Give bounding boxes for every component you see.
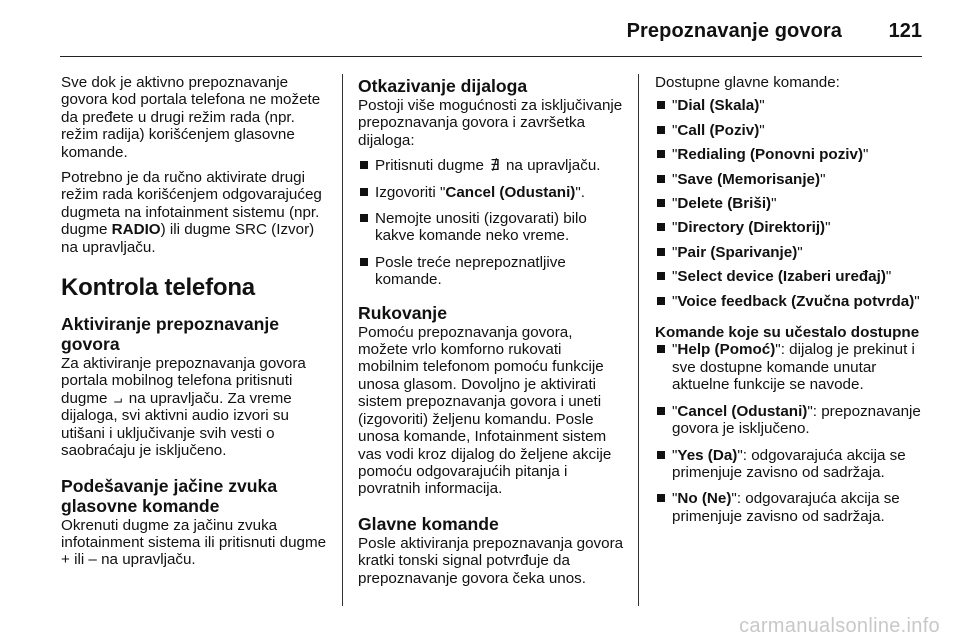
command-description: : odgovarajuća akcija se primenjuje zavisno od sadržaja.	[672, 446, 906, 481]
activate-paragraph	[61, 355, 333, 459]
command-label: Cancel (Odustani)	[445, 183, 576, 201]
commands-intro: Dostupne glavne komande:	[655, 74, 840, 91]
list-item: Posle treće neprepoznatljive komande.	[358, 254, 626, 289]
list-item	[358, 157, 626, 174]
text-segment: na upravljaču.	[501, 157, 601, 175]
command-item: "Save (Memorisanje)"	[655, 171, 927, 188]
text-segment: ) ili dugme SRC (Izvor) na upravljaču.	[61, 221, 315, 256]
text-segment: ".	[575, 183, 585, 201]
frequent-commands-list	[655, 341, 927, 525]
command-label: Cancel (Odustani)	[677, 402, 808, 420]
subsection-title-cancel: Otkazivanje dijaloga	[358, 76, 528, 96]
column-middle	[358, 76, 626, 595]
command-description: : dijalog je prekinut i sve dostupne komande unutar aktuelne funkcije se navode.	[672, 341, 915, 394]
command-label: Select device (Izaberi uređaj)	[677, 268, 886, 286]
frequent-command-item: "Cancel (Odustani)": prepoznavanje govora je isključeno.	[655, 403, 927, 438]
command-description: : odgovarajuća akcija se primenjuje zavisno od sadržaja.	[672, 490, 900, 525]
voice-button-icon: ⨼	[113, 389, 123, 407]
command-label: Save (Memorisanje)	[677, 170, 821, 188]
end-call-button-icon: ∄	[490, 157, 500, 175]
subsection-title-volume: Podešavanje jačine zvuka glasovne komande	[61, 475, 278, 516]
command-label: Directory (Direktorij)	[677, 219, 826, 237]
frequent-command-item: "Yes (Da)": odgovarajuća akcija se primenjuje zavisno od sadržaja.	[655, 447, 927, 482]
cancel-options-list	[358, 157, 626, 288]
volume-paragraph: Okrenuti dugme za jačinu zvuka infotainment sistema ili pritisnuti dugme + ili – na upravljaču.	[61, 516, 327, 569]
frequent-commands-title: Komande koje su učestalo dostupne	[655, 324, 920, 342]
watermark: carmanualsonline.info	[739, 615, 940, 637]
command-item: "Dial (Skala)"	[655, 97, 927, 114]
main-commands-list	[655, 97, 927, 310]
command-label: Delete (Briši)	[677, 195, 772, 213]
section-title-phone-control: Kontrola telefona	[61, 274, 255, 302]
command-label: Redialing (Ponovni poziv)	[677, 146, 864, 164]
command-item: "Call (Poziv)"	[655, 122, 927, 139]
main-commands-paragraph: Posle aktiviranja prepoznavanja govora kratki tonski signal potvrđuje da prepoznavanje govora čeka unos.	[358, 534, 624, 587]
frequent-command-item: "No (Ne)": odgovarajuća akcija se primenjuje zavisno od sadržaja.	[655, 490, 927, 525]
handling-paragraph: Pomoću prepoznavanja govora, možete vrlo komforno rukovati mobilnim telefonom pomoću funkcije unosa glasom. Dovoljno je aktivirati sistem prepoznavanja govora i uneti (izgovoriti) željenu komandu. Posle unosa komande, Infotainment sistem vas vodi kroz dijalog do željene akcije pomoću odgovarajućih pitanja i povratnih informacija.	[358, 323, 612, 498]
command-item: "Redialing (Ponovni poziv)"	[655, 146, 927, 163]
header-divider	[60, 56, 922, 57]
list-item: Nemojte unositi (izgovarati) bilo kakve komande neko vreme.	[358, 210, 626, 245]
cancel-intro: Postoji više mogućnosti za isključivanje prepoznavanja govora i završetka dijaloga:	[358, 97, 623, 149]
radio-button-label: RADIO	[111, 221, 161, 239]
text-segment: na upravljaču. Za vreme dijaloga, svi aktivni audio izvori su utišani i uključivanje svih vesti o saobraćaju je isključeno.	[61, 389, 292, 460]
list-item	[358, 184, 626, 201]
command-item: "Select device (Izaberi uređaj)"	[655, 268, 927, 285]
text-segment: Za aktiviranje prepoznavanja govora portala mobilnog telefona pritisnuti dugme	[61, 355, 306, 407]
command-label: Call (Poziv)	[677, 121, 760, 139]
column-left	[61, 74, 333, 577]
subsection-title-handling: Rukovanje	[358, 302, 447, 323]
command-label: Yes (Da)	[677, 446, 738, 464]
page-header	[0, 0, 960, 58]
header-title: Prepoznavanje govora	[626, 20, 842, 42]
text-segment: Izgovoriti "	[375, 183, 446, 201]
command-label: No (Ne)	[677, 490, 732, 508]
command-label: Pair (Sparivanje)	[677, 243, 798, 261]
subsection-title-main-commands: Glavne komande	[358, 513, 499, 534]
subsection-title-activate: Aktiviranje prepoznavanje govora	[61, 314, 280, 355]
manual-mode-paragraph	[61, 169, 333, 256]
command-item: "Pair (Sparivanje)"	[655, 244, 927, 261]
command-label: Dial (Skala)	[677, 97, 760, 115]
page-number: 121	[888, 20, 922, 42]
command-label: Voice feedback (Zvučna potvrda)	[677, 292, 915, 310]
command-description: : prepoznavanje govora je isključeno.	[672, 402, 921, 438]
column-divider	[342, 74, 343, 606]
command-label: Help (Pomoć)	[677, 341, 776, 359]
command-item: "Voice feedback (Zvučna potvrda)"	[655, 293, 927, 310]
column-right	[655, 74, 927, 534]
intro-paragraph: Sve dok je aktivno prepoznavanje govora kod portala telefona ne možete da pređete u drugi režim rada (npr. režim radija) korišćenjem glasovne komande.	[61, 74, 321, 161]
command-item: "Directory (Direktorij)"	[655, 219, 927, 236]
command-item: "Delete (Briši)"	[655, 195, 927, 212]
text-segment: Potrebno je da ručno aktivirate drugi režim rada korišćenjem odgovarajućeg dugmeta na infotainment sistemu (npr. dugme	[61, 169, 322, 239]
frequent-command-item: "Help (Pomoć)": dijalog je prekinut i sve dostupne komande unutar aktuelne funkcije se navode.	[655, 341, 927, 393]
column-divider	[638, 74, 639, 606]
text-segment: Pritisnuti dugme	[375, 157, 489, 175]
